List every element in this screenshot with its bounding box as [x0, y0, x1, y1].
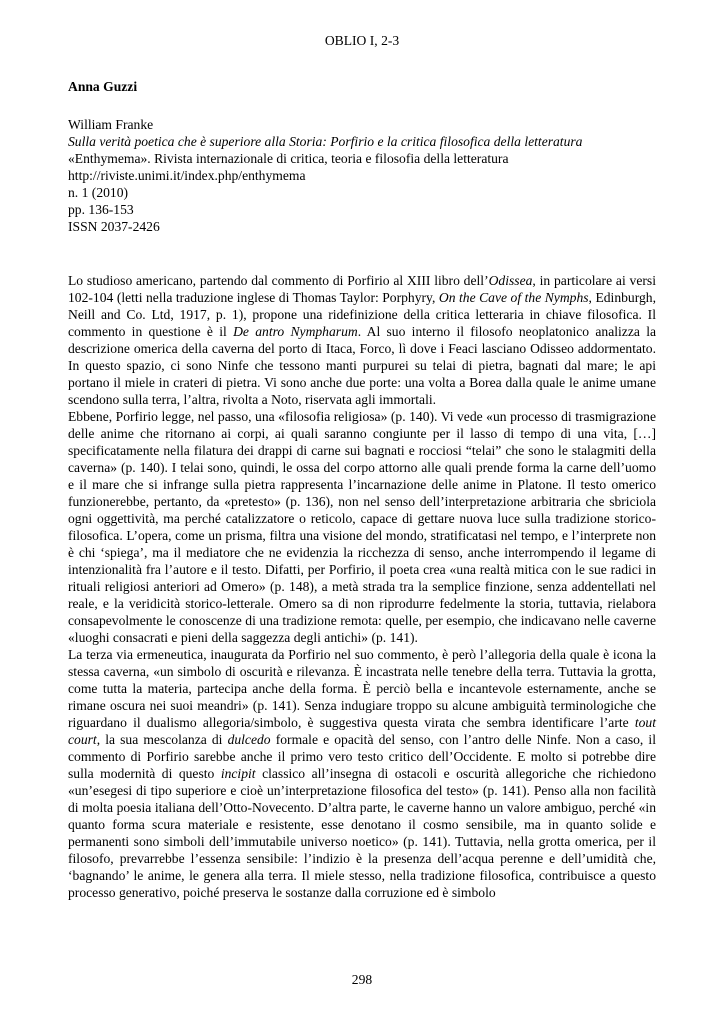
paragraph-1: Lo studioso americano, partendo dal commento di Porfirio al XIII libro dell’Odissea, in particolare ai versi 102-104 (letti nella traduzione inglese di Thomas Taylor: Porphyry, On the Cave of the Nymphs, Edinburgh, Neill and Co. Ltd, 1917, p. 1), propone una ridefinizione della critica letteraria in chiave filosofica. Il commento in questione è il De antro Nympharum. Al suo interno il filosofo neoplatonico analizza la descrizione omerica della caverna del porto di Itaca, Forco, lì dove i Feaci lasciano Odisseo addormentato. In questo spazio, ci sono Ninfe che tessono manti purpurei su telai di pietra, bagnati dal mare; le api portano il miele in crateri di pietra. Vi sono anche due porte: una volta a Borea dalla quale le anime umane scendono sulla terra, l’altra, rivolta a Noto, riservata agli immortali.	[68, 273, 657, 407]
citation-line-author: William Franke	[68, 117, 154, 132]
citation-line-issn: ISSN 2037-2426	[68, 219, 160, 234]
citation-line-title: Sulla verità poetica che è superiore alla Storia: Porfirio e la critica filosofica della letteratura	[68, 134, 583, 149]
citation-line-url: http://riviste.unimi.it/index.php/enthymema	[68, 168, 306, 183]
citation-block	[68, 116, 656, 235]
body-text	[68, 272, 656, 901]
author-name: Anna Guzzi	[68, 79, 138, 94]
paragraph-3: La terza via ermeneutica, inaugurata da Porfirio nel suo commento, è però l’allegoria della quale è icona la stessa caverna, «un simbolo di oscurità e rilevanza. È incastrata nelle tenebre della terra. Tuttavia la grotta, come tutta la materia, partecipa anche della forma. È perciò bella e incantevole esternamente, anche se rimane oscura nei suoi meandri» (p. 141). Senza indugiare troppo su alcune ambiguità terminologiche che riguardano il dualismo allegoria/simbolo, è suggestiva questa virata che sembra identificare l’arte tout court, la sua mescolanza di dulcedo formale e opacità del senso, con l’antro delle Ninfe. Non a caso, il commento di Porfirio sarebbe anche il primo vero testo critico dell’Occidente. E molto si potrebbe dire sulla modernità di questo incipit classico all’insegna di ostacoli e oscurità allegoriche che richiedono «un’esegesi di tipo superiore e cioè un’interpretazione filosofica del testo» (p. 141). Penso alla non facilità di molta poesia italiana dell’Otto-Novecento. D’altra parte, le caverne hanno un valore ambiguo, perché «in quanto forma scura materiale e resistente, esse denotano il cosmo sensibile, ma in quanto solide e permanenti sono simboli dell’immutabile universo noetico» (p. 141). Tuttavia, nella grotta omerica, per il filosofo, prevarrebbe l’essenza sensibile: l’indizio è la presenza dell’acqua perenne e dell’umidità che, ‘bagnando’ le anime, le genera alla terra. Il miele stesso, nella tradizione filosofica, contribuisce a questo processo generativo, poiché preserva le sostanze dalla corruzione ed è simbolo	[68, 647, 656, 900]
citation-line-journal: «Enthymema». Rivista internazionale di critica, teoria e filosofia della letteratura	[68, 151, 509, 166]
citation-line-issue: n. 1 (2010)	[68, 185, 129, 200]
citation-line-pages: pp. 136-153	[68, 202, 134, 217]
page-content	[68, 78, 656, 901]
paragraph-2: Ebbene, Porfirio legge, nel passo, una «filosofia religiosa» (p. 140). Vi vede «un processo di trasmigrazione delle anime che ritornano ai corpi, ai quali saranno congiunte per il lasso di tempo di una vita, […] specificatamente nella filatura dei drappi di carne sui bagnati e rocciosi “telai” che sono le stalagmiti della caverna» (p. 140). I telai sono, quindi, le ossa del corpo attorno alle quali prende forma la carne dell’uomo e il mare che si infrange sulla pietra rappresenta l’incarnazione delle anime in Platone. Il testo omerico funzionerebbe, pertanto, da «pretesto» (p. 136), non nel senso dell’interpretazione arbitraria che sbriciola ogni oggettività, ma perché catalizzatore o reticolo, capace di gettare nuova luce sulla tradizione storico-filosofica. L’opera, come un prisma, filtra una visione del mondo, stratificatasi nel tempo, e l’interprete non è chi ‘spiega’, ma il mediatore che ne evidenzia la ricchezza di senso, anche interrompendo il legame di intenzionalità fra l’autore e il testo. Difatti, per Porfirio, il poeta crea «una realtà mitica con le sue radici in rituali religiosi anteriori ad Omero» (p. 148), a metà strada tra la semplice finzione, senza addentellati nel reale, e la veridicità storico-letterale. Omero sa di non riprodurre fedelmente la storia, tuttavia, rielabora consapevolmente le conoscenze di una tradizione remota: quelle, per esempio, che indicavano nelle caverne «luoghi consacrati e pieni della saggezza degli antichi» (p. 141).	[68, 409, 656, 645]
journal-header: OBLIO I, 2-3	[324, 33, 400, 48]
page-number: 298	[351, 972, 373, 987]
